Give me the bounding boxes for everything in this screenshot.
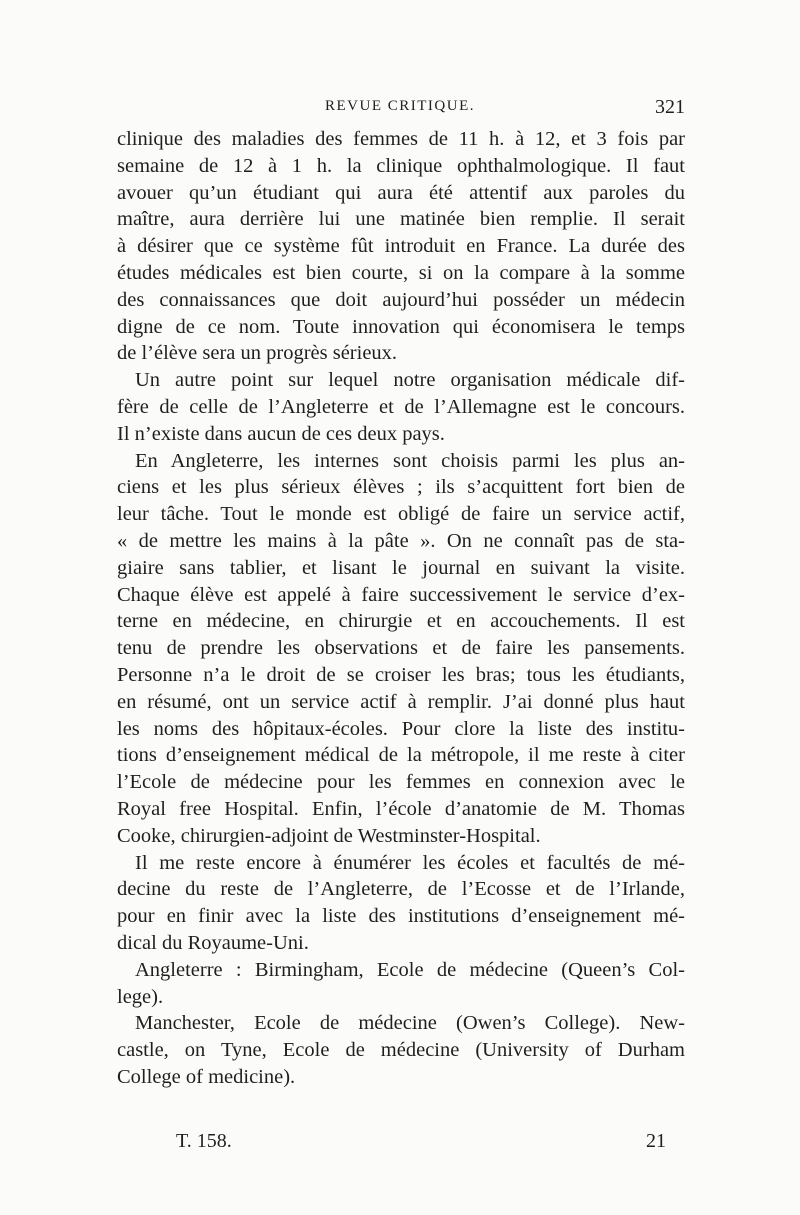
text-line: terne en médecine, en chirurgie et en accouchements. Il est [117,610,685,633]
text-line: Il n’existe dans aucun de ces deux pays. [117,422,445,445]
text-line: Personne n’a le droit de se croiser les bras; tous les étudiants, [117,663,685,686]
text-line: digne de ce nom. Toute innovation qui économisera le temps [117,315,685,338]
text-line: lege). [117,985,164,1008]
text-line: leur tâche. Tout le monde est obligé de faire un service actif, [117,503,685,526]
text-line: en résumé, ont un service actif à remplir. J’ai donné plus haut [117,690,685,713]
running-head: REVUE CRITIQUE. [325,98,475,114]
text-line: de l’élève sera un progrès sérieux. [117,342,398,365]
text-line: maître, aura derrière lui une matinée bien remplie. Il serait [117,208,685,231]
body-text [117,126,685,1091]
text-line: avouer qu’un étudiant qui aura été attentif aux paroles du [117,181,685,204]
text-line: Manchester, Ecole de médecine (Owen’s College). New- [135,1012,685,1035]
text-line: En Angleterre, les internes sont choisis parmi les plus an- [135,449,685,472]
text-line: à désirer que ce système fût introduit en France. La durée des [117,235,685,258]
text-line: Royal free Hospital. Enfin, l’école d’anatomie de M. Thomas [117,797,685,820]
text-line: dical du Royaume-Uni. [117,931,309,954]
text-line: tions d’enseignement médical de la métropole, il me reste à citer [117,744,685,767]
text-line: clinique des maladies des femmes de 11 h. à 12, et 3 fois par [117,128,685,150]
text-line: fère de celle de l’Angleterre et de l’Allemagne est le concours. [117,395,685,418]
text-line: Angleterre : Birmingham, Ecole de médecine (Queen’s Col- [135,958,685,981]
text-line: Un autre point sur lequel notre organisation médicale dif- [135,369,685,392]
text-line: Chaque élève est appelé à faire successivement le service d’ex- [117,583,685,606]
text-line: l’Ecole de médecine pour les femmes en connexion avec le [117,771,685,794]
text-line: giaire sans tablier, et lisant le journal en suivant la visite. [117,556,685,579]
text-line: semaine de 12 à 1 h. la clinique ophthalmologique. Il faut [117,154,685,177]
page-number: 321 [655,96,685,118]
text-line: castle, on Tyne, Ecole de médecine (University of Durham [117,1039,685,1062]
text-line: pour en finir avec la liste des institutions d’enseignement mé- [117,905,685,928]
text-line: Cooke, chirurgien-adjoint de Westminster-Hospital. [117,824,541,847]
text-line: ciens et les plus sérieux élèves ; ils s’acquittent fort bien de [117,476,685,499]
text-line: les noms des hôpitaux-écoles. Pour clore la liste des institu- [117,717,685,740]
text-line: tenu de prendre les observations et de faire les pansements. [117,637,685,660]
text-line: decine du reste de l’Angleterre, de l’Ecosse et de l’Irlande, [117,878,685,901]
page-header [115,96,685,120]
text-line: des connaissances que doit aujourd’hui posséder un médecin [117,288,685,311]
sheet-number: 21 [646,1130,666,1152]
text-line: études médicales est bien courte, si on la compare à la somme [117,261,685,284]
signature-mark: T. 158. [176,1130,232,1152]
text-line: College of medicine). [117,1065,296,1088]
text-line: Il me reste encore à énumérer les écoles et facultés de mé- [135,851,685,874]
text-line: « de mettre les mains à la pâte ». On ne connaît pas de sta- [117,529,685,552]
page-footer [176,1130,666,1158]
